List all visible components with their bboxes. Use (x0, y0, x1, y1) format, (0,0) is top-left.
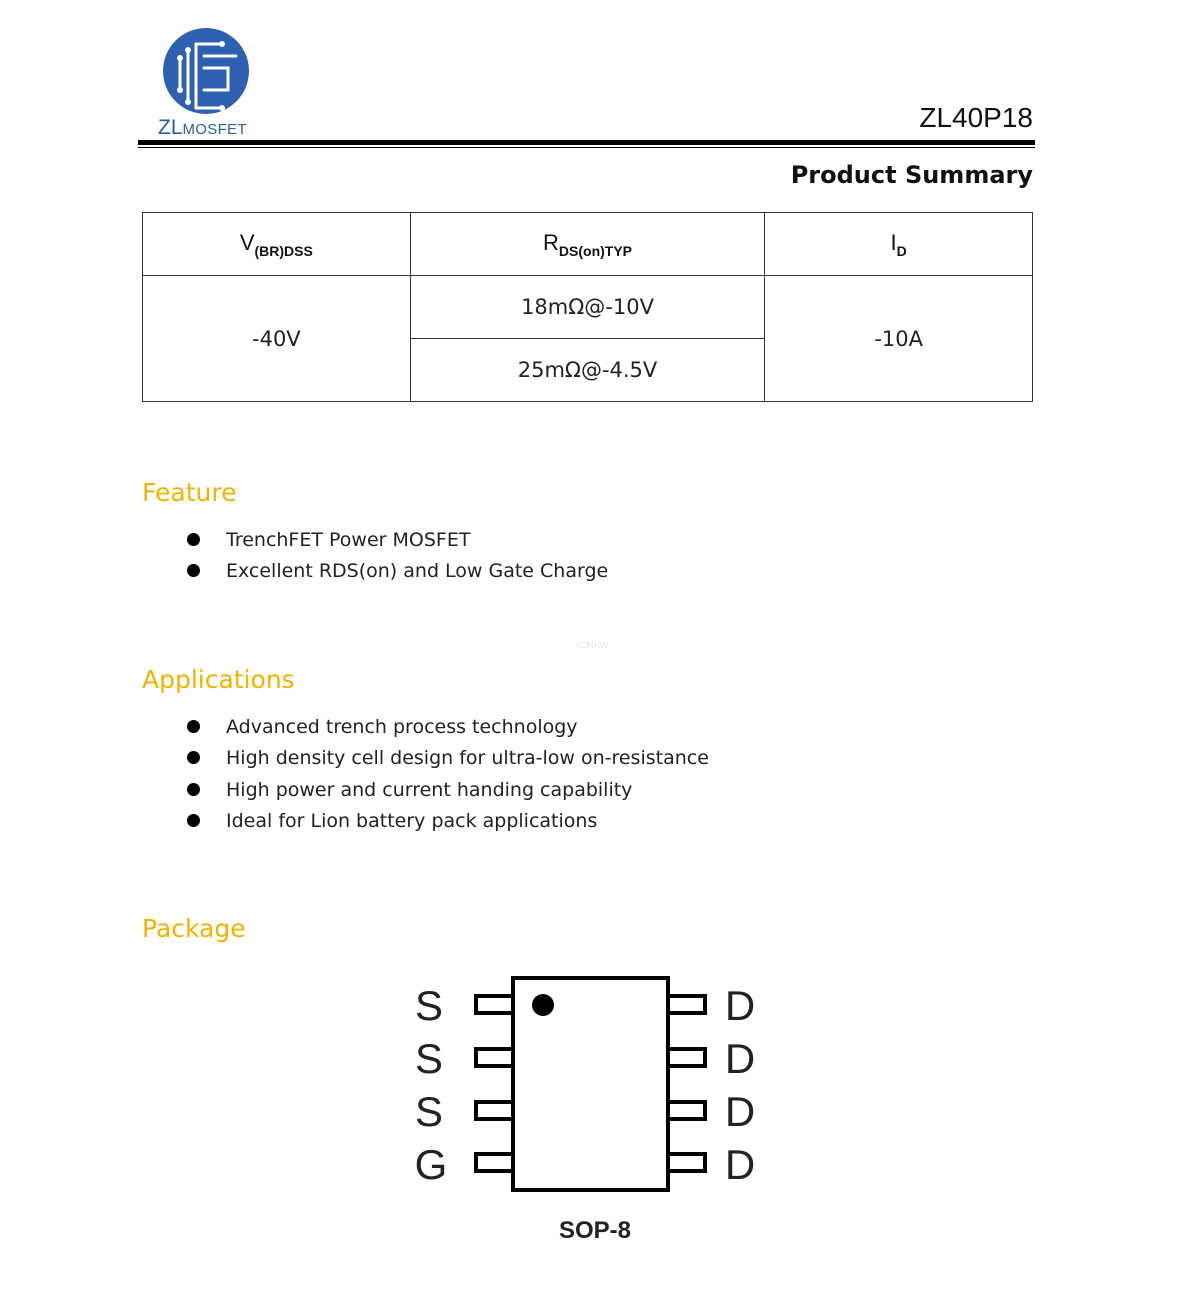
pin-label-right: D (724, 1035, 756, 1082)
pin1-marker-icon (532, 994, 554, 1016)
col-header-rdson: $R_{DS(on)TYP}$ (410, 213, 765, 276)
pin-pad-right (668, 1102, 705, 1119)
pin-label-right: D (724, 982, 756, 1029)
list-item: High power and current handing capability (186, 775, 709, 806)
pin-label-left: S (414, 982, 444, 1029)
feature-list (186, 525, 608, 588)
logo-text-sub: MOSFET (182, 121, 247, 138)
list-item: Excellent RDS(on) and Low Gate Charge (186, 556, 608, 587)
pin-pad-left (476, 1102, 513, 1119)
pin-label-left: G (414, 1141, 448, 1188)
sop8-package-diagram (405, 968, 775, 1204)
bullet-icon (187, 783, 200, 796)
pin-pad-left (476, 1049, 513, 1066)
logo-text-main: ZL (158, 116, 183, 139)
pin-pad-right (668, 1049, 705, 1066)
pin-label-right: D (724, 1141, 756, 1188)
bullet-icon (187, 533, 200, 546)
table-header-row (143, 213, 1033, 276)
pin-label-left: S (414, 1088, 444, 1135)
pin-pad-right (668, 1154, 705, 1171)
bullet-icon (187, 564, 200, 577)
list-item: Advanced trench process technology (186, 712, 709, 743)
pin-label-left: S (414, 1035, 444, 1082)
table-row (143, 276, 1033, 339)
part-number: ZL40P18 (919, 102, 1033, 133)
list-item: Ideal for Lion battery pack applications (186, 806, 709, 837)
product-summary-table (142, 212, 1033, 402)
col-header-vbrdss: $V_{(BR)DSS}$ (143, 213, 411, 276)
logo-wordmark (158, 116, 247, 140)
header-rule-thick (138, 140, 1035, 145)
feature-heading: Feature (142, 478, 237, 507)
product-summary-title: Product Summary (790, 161, 1033, 189)
pin-pad-left (476, 996, 513, 1013)
applications-heading: Applications (142, 665, 295, 694)
package-heading: Package (142, 914, 246, 943)
cell-rdson-10v: 18mΩ@-10V (410, 276, 765, 339)
pin-label-right: D (724, 1088, 756, 1135)
package-name: SOP-8 (558, 1217, 632, 1244)
pin-pad-right (668, 996, 705, 1013)
col-header-id: $I_D$ (765, 213, 1033, 276)
bullet-icon (187, 814, 200, 827)
bullet-icon (187, 751, 200, 764)
cell-rdson-4-5v: 25mΩ@-4.5V (410, 339, 765, 402)
list-item: TrenchFET Power MOSFET (186, 525, 608, 556)
bullet-icon (187, 720, 200, 733)
cell-id: -10A (765, 276, 1033, 402)
header-rule-thin (138, 147, 1035, 148)
watermark: ICMKW (577, 641, 609, 651)
applications-list (186, 712, 709, 837)
cell-vbrdss: -40V (143, 276, 411, 402)
list-item: High density cell design for ultra-low on-resistance (186, 743, 709, 774)
pin-pad-left (476, 1154, 513, 1171)
